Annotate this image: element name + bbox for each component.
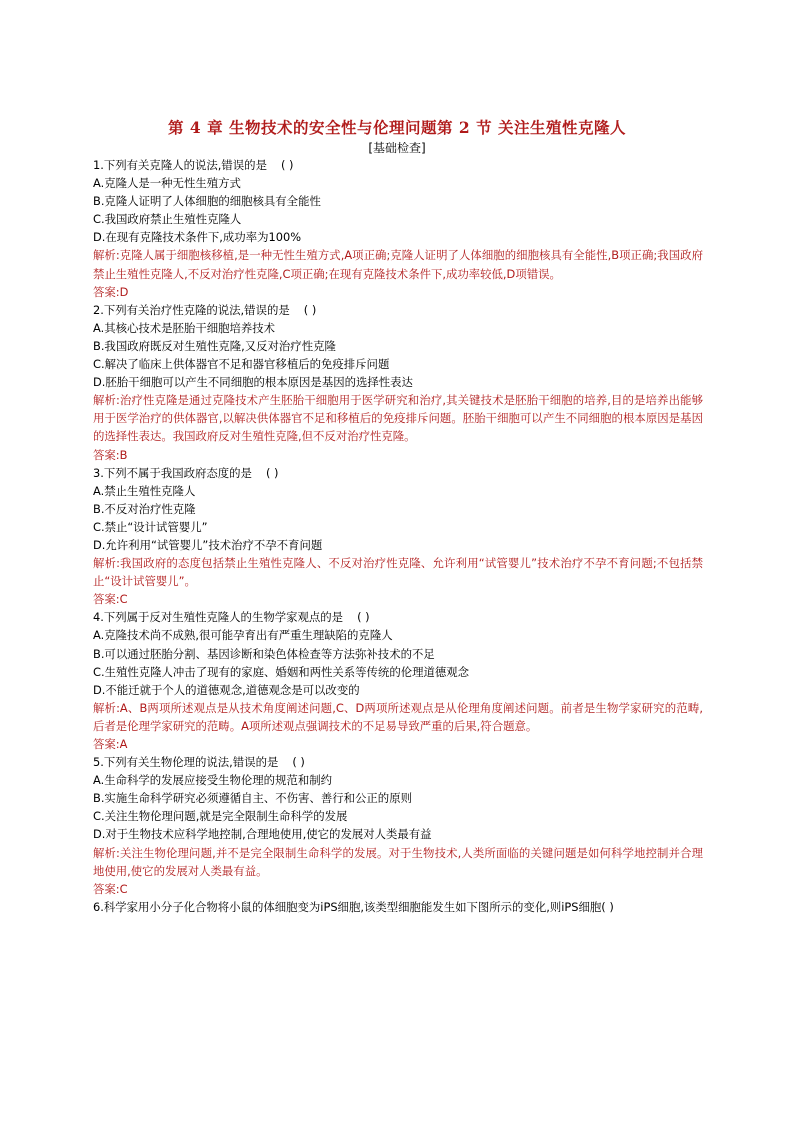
answer: 答案:C: [93, 592, 128, 607]
option-d: D.在现有克隆技术条件下,成功率为100%: [93, 230, 302, 245]
answer-blank: ( ): [303, 302, 317, 317]
option-d: D.不能迁就于个人的道德观念,道德观念是可以改变的: [93, 682, 360, 697]
question-list: [93, 156, 703, 916]
question-5: [93, 753, 703, 898]
analysis: 解析:我国政府的态度包括禁止生殖性克隆人、不反对治疗性克隆、允许利用“试管婴儿”技术治疗不孕不育问题;不包括禁止“设计试管婴儿”。: [93, 556, 703, 589]
question-3: [93, 464, 703, 609]
answer: 答案:C: [93, 881, 128, 896]
question-stem: 3.下列不属于我国政府态度的是 ( ): [93, 464, 703, 482]
option-b: B.克隆人证明了人体细胞的细胞核具有全能性: [93, 194, 321, 209]
option-c: C.生殖性克隆人冲击了现有的家庭、婚姻和两性关系等传统的伦理道德观念: [93, 664, 470, 679]
answer-blank: ( ): [292, 755, 305, 770]
option-b: B.可以通过胚胎分割、基因诊断和染色体检查等方法弥补技术的不足: [93, 646, 435, 661]
option-b: B.不反对治疗性克隆: [93, 501, 196, 516]
option-b: B.实施生命科学研究必须遵循自主、不伤害、善行和公正的原则: [93, 791, 412, 806]
question-4: [93, 608, 703, 753]
answer: 答案:D: [93, 284, 129, 299]
question-stem: 5.下列有关生物伦理的说法,错误的是 ( ): [93, 753, 703, 771]
question-stem: 2.下列有关治疗性克隆的说法,错误的是 ( ): [93, 301, 703, 319]
option-b: B.我国政府既反对生殖性克隆,又反对治疗性克隆: [93, 338, 336, 353]
option-c: C.我国政府禁止生殖性克隆人: [93, 212, 242, 227]
option-c: C.禁止“设计试管婴儿”: [93, 519, 208, 534]
analysis: 解析:治疗性克隆是通过克隆技术产生胚胎干细胞用于医学研究和治疗,其关键技术是胚胎干细胞的培养,目的是培养出能够用于医学治疗的供体器官,以解决供体器官不足和移植后的免疫排斥问题。胚胎干细胞可以产生不同细胞的根本原因是基因的选择性表达。我国政府反对生殖性克隆,但不反对治疗性克隆。: [93, 393, 703, 444]
question-2: [93, 301, 703, 464]
question-stem: 4.下列属于反对生殖性克隆人的生物学家观点的是 ( ): [93, 608, 703, 626]
option-c: C.解决了临床上供体器官不足和器官移植后的免疫排斥问题: [93, 357, 390, 372]
answer-blank: ( ): [357, 610, 370, 625]
option-a: A.其核心技术是胚胎干细胞培养技术: [93, 320, 276, 335]
option-c: C.关注生物伦理问题,就是完全限制生命科学的发展: [93, 809, 348, 824]
answer: 答案:B: [93, 447, 128, 462]
analysis: 解析:A、B两项所述观点是从技术角度阐述问题,C、D两项所述观点是从伦理角度阐述问题。前者是生物学家研究的范畴,后者是伦理学家研究的范畴。A项所述观点强调技术的不足易导致严重的后果,符合题意。: [93, 700, 703, 733]
analysis: 解析:克隆人属于细胞核移植,是一种无性生殖方式,A项正确;克隆人证明了人体细胞的细胞核具有全能性,B项正确;我国政府禁止生殖性克隆人,不反对治疗性克隆,C项正确;在现有克隆技术条件下,成功率较低,D项错误。: [93, 248, 703, 281]
question-6: [93, 898, 703, 916]
page-title: 第 4 章 生物技术的安全性与伦理问题第 2 节 关注生殖性克隆人: [168, 118, 626, 137]
answer: 答案:A: [93, 737, 128, 751]
question-stem: 6.科学家用小分子化合物将小鼠的体细胞变为iPS细胞,该类型细胞能发生如下图所示的变化,则iPS细胞( ): [93, 899, 614, 914]
option-a: A.生命科学的发展应接受生物伦理的规范和制约: [93, 773, 333, 788]
question-stem: 1.下列有关克隆人的说法,错误的是 ( ): [93, 156, 703, 174]
option-a: A.克隆技术尚不成熟,很可能孕育出有严重生理缺陷的克隆人: [93, 628, 393, 643]
option-d: D.胚胎干细胞可以产生不同细胞的根本原因是基因的选择性表达: [93, 375, 413, 390]
option-d: D.允许利用“试管婴儿”技术治疗不孕不育问题: [93, 537, 323, 552]
section-label: [基础检查]: [368, 141, 426, 155]
question-1: [93, 156, 703, 301]
option-d: D.对于生物技术应科学地控制,合理地使用,使它的发展对人类最有益: [93, 827, 432, 842]
answer-blank: ( ): [280, 158, 294, 172]
option-a: A.禁止生殖性克隆人: [93, 483, 196, 498]
option-a: A.克隆人是一种无性生殖方式: [93, 176, 241, 191]
analysis: 解析:关注生物伦理问题,并不是完全限制生命科学的发展。对于生物技术,人类所面临的关键问题是如何科学地控制并合理地使用,使它的发展对人类最有益。: [93, 845, 703, 878]
answer-blank: ( ): [265, 465, 279, 480]
